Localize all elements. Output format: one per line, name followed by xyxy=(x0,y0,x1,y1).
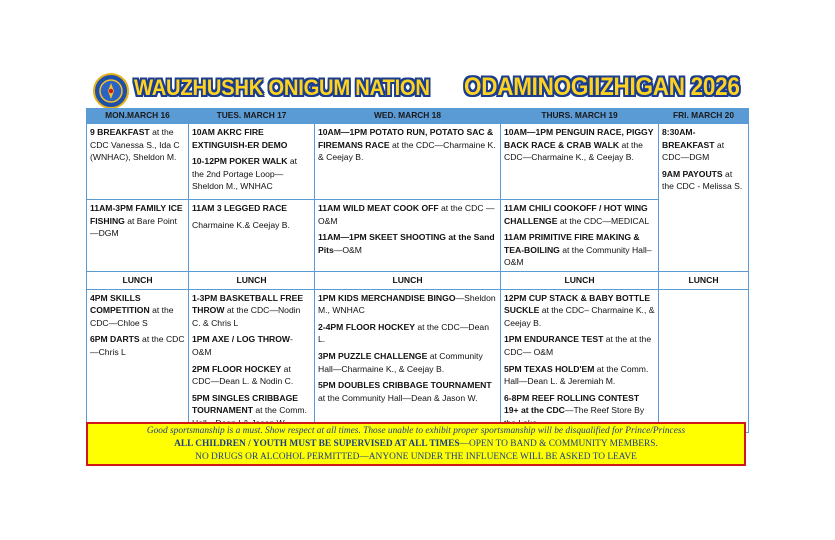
event-title: 1PM KIDS MERCHANDISE BINGO xyxy=(318,292,456,303)
event-entry xyxy=(662,168,745,193)
cell-thu-late-morning xyxy=(501,200,659,272)
lunch-thu: LUNCH xyxy=(501,271,659,289)
event-entry xyxy=(192,126,311,151)
event-title: 5PM TEXAS HOLD'EM xyxy=(504,363,595,374)
event-details: at the CDC—Charmaine K. & Ceejay B. xyxy=(318,139,496,163)
event-details: at the Community Hall—Dean & Jason W. xyxy=(318,392,478,403)
event-title: 1PM AXE / LOG THROW xyxy=(192,334,291,345)
event-details: at the CDC—Chris L xyxy=(90,334,185,357)
poster-header xyxy=(86,72,750,110)
supervision-notice xyxy=(88,438,744,451)
event-details: at the Comm. Hall—Dean L. & Jeremiah M. xyxy=(504,363,649,387)
day-header-thu: THURS. MARCH 19 xyxy=(501,109,659,124)
cell-wed-afternoon xyxy=(315,289,501,432)
event-entry xyxy=(90,202,185,240)
eagle-feather-icon xyxy=(98,78,124,104)
lunch-row xyxy=(87,271,749,289)
event-entry xyxy=(504,202,655,227)
morning-row xyxy=(87,124,749,200)
afternoon-row xyxy=(87,289,749,432)
event-entry xyxy=(504,126,655,164)
supervision-notice-rest: —OPEN TO BAND & COMMUNITY MEMBERS. xyxy=(459,439,658,449)
event-details: at the CDC - Melissa S. xyxy=(662,168,743,192)
event-details: at the CDC– Charmaine K., & Ceejay B. xyxy=(504,305,655,328)
event-details: at the CDC—Dean L. xyxy=(318,321,489,345)
event-title: 2-4PM FLOOR HOCKEY xyxy=(318,321,415,332)
event-title: 1PM ENDURANCE TEST xyxy=(504,334,604,345)
event-entry xyxy=(192,155,311,193)
event-title: 9AM PAYOUTS xyxy=(662,168,723,179)
cell-tue-late-morning xyxy=(189,200,315,272)
day-header-tue: TUES. MARCH 17 xyxy=(189,109,315,124)
event-title: 10AM—1PM PENGUIN RACE, PIGGY BACK RACE & CRAB WALK xyxy=(504,127,654,150)
event-details: at the 2nd Portage Loop—Sheldon M., WNHAC xyxy=(192,156,298,192)
event-entry xyxy=(504,231,655,269)
cell-tue-afternoon xyxy=(189,289,315,432)
event-entry xyxy=(662,126,745,164)
lunch-wed: LUNCH xyxy=(315,271,501,289)
event-title: 6PM DARTS xyxy=(90,334,140,345)
event-details: at Community Hall—Charmaine K., & Ceejay B. xyxy=(318,350,483,374)
event-title: 1-3PM BASKETBALL FREE THROW xyxy=(192,292,304,316)
event-entry xyxy=(504,333,655,358)
event-details: —Sheldon M., WNHAC xyxy=(318,292,496,316)
nation-title: WAUZHUSHK ONIGUM NATION xyxy=(134,75,430,100)
nation-seal-logo-icon xyxy=(93,73,129,109)
event-title: 11AM CHILI COOKOFF / HOT WING CHALLENGE xyxy=(504,203,648,226)
event-entry xyxy=(318,231,497,256)
event-details: at CDC—DGM xyxy=(662,139,725,163)
event-details: at the CDC—MEDICAL xyxy=(557,215,650,226)
event-entry xyxy=(504,363,655,388)
day-header-row xyxy=(87,109,749,124)
lunch-fri: LUNCH xyxy=(659,271,749,289)
rules-footer xyxy=(86,422,746,466)
event-title: 9 BREAKFAST xyxy=(90,127,150,137)
event-title: 11AM WILD MEAT COOK OFF xyxy=(318,203,439,213)
event-entry xyxy=(318,292,497,317)
event-details: —O&M xyxy=(333,244,362,255)
event-entry xyxy=(318,350,497,375)
cell-wed-morning xyxy=(315,124,501,200)
cell-fri-morning xyxy=(659,124,749,272)
day-header-wed: WED. MARCH 18 xyxy=(315,109,501,124)
event-title: 6-8PM REEF ROLLING CONTEST 19+ at the CDC xyxy=(504,392,640,416)
event-title: 4PM SKILLS COMPETITION xyxy=(90,292,150,316)
event-details: at the CDC—Nodin C. & Chris L xyxy=(192,305,301,328)
event-entry xyxy=(318,126,497,164)
cell-thu-morning xyxy=(501,124,659,200)
cell-mon-late-morning xyxy=(87,200,189,272)
schedule-table xyxy=(86,108,749,433)
lunch-mon: LUNCH xyxy=(87,271,189,289)
lunch-tue: LUNCH xyxy=(189,271,315,289)
event-title: 5PM SINGLES CRIBBAGE TOURNAMENT xyxy=(192,392,299,416)
cell-fri-afternoon xyxy=(659,289,749,432)
day-header-fri: FRI. MARCH 20 xyxy=(659,109,749,124)
cell-mon-afternoon xyxy=(87,289,189,432)
event-entry xyxy=(504,292,655,330)
event-entry xyxy=(192,292,311,330)
event-title: 11AM—1PM SKEET SHOOTING at the Sand Pits xyxy=(318,232,495,255)
event-title: 12PM CUP STACK & BABY BOTTLE SUCKLE xyxy=(504,292,651,316)
event-entry xyxy=(90,292,185,330)
event-details: -O&M xyxy=(192,334,293,357)
cell-tue-morning xyxy=(189,124,315,200)
event-details: —The Reef Store By xyxy=(564,405,645,416)
day-header-mon: MON.MARCH 16 xyxy=(87,109,189,124)
event-title: 10AM AKRC FIRE EXTINGUISH-ER DEMO xyxy=(192,127,288,150)
event-title: 11AM 3 LEGGED RACE xyxy=(192,203,288,213)
event-entry xyxy=(90,126,185,164)
late-morning-row xyxy=(87,200,749,272)
event-entry xyxy=(318,202,497,227)
event-entry xyxy=(90,333,185,358)
event-details: at the Comm. xyxy=(255,405,307,416)
event-title: 11AM PRIMITIVE FIRE MAKING & TEA-BOILING xyxy=(504,232,640,255)
alcohol-notice: NO DRUGS OR ALCOHOL PERMITTED—ANYONE UNDER THE INFLUENCE WILL BE ASKED TO LEAVE xyxy=(195,452,637,462)
event-title: 8:30AM-BREAKFAST xyxy=(662,127,715,150)
event-details: at the CDC—Chloe S xyxy=(90,305,174,328)
event-details: at the CDC Vanessa S., Ida C (WNHAC), Sheldon M. xyxy=(90,127,180,163)
event-details: at the Community Hall– O&M xyxy=(504,244,652,268)
event-title: 2PM FLOOR HOCKEY xyxy=(192,363,282,374)
event-entry xyxy=(192,363,311,388)
supervision-notice-bold: ALL CHILDREN / YOUTH MUST BE SUPERVISED AT ALL TIMES xyxy=(174,439,460,449)
event-title: 10-12PM POKER WALK xyxy=(192,156,288,167)
event-details: Charmaine K.& Ceejay B. xyxy=(192,219,290,230)
cell-wed-late-morning xyxy=(315,200,501,272)
event-title: 11AM-3PM FAMILY ICE FISHING xyxy=(90,203,183,226)
cell-mon-morning xyxy=(87,124,189,200)
event-title: 3PM PUZZLE CHALLENGE xyxy=(318,350,428,361)
event-details: at the at the CDC— O&M xyxy=(504,334,652,357)
event-entry xyxy=(318,379,497,404)
cell-thu-afternoon xyxy=(501,289,659,432)
event-details: at CDC—Dean L. & Nodin C. xyxy=(192,363,294,387)
event-title: 10AM—1PM POTATO RUN, POTATO SAC & FIREMANS RACE xyxy=(318,127,494,150)
event-title: ODAMINOGIIZHIGAN 2026 xyxy=(464,73,740,101)
sportsmanship-notice: Good sportsmanship is a must. Show respect at all times. Those unable to exhibit proper sportsmanship will be disqualified for Prince/Princess xyxy=(146,426,686,436)
event-entry xyxy=(192,219,311,232)
event-details: at the CDC — O&M xyxy=(318,203,495,226)
event-entry xyxy=(192,202,311,215)
event-details: at Bare Point—DGM xyxy=(90,215,177,239)
event-entry xyxy=(192,333,311,358)
event-details: at the CDC—Charmaine K., & Ceejay B. xyxy=(504,139,643,163)
event-title: 5PM DOUBLES CRIBBAGE TOURNAMENT xyxy=(318,380,492,391)
event-entry xyxy=(318,321,497,346)
